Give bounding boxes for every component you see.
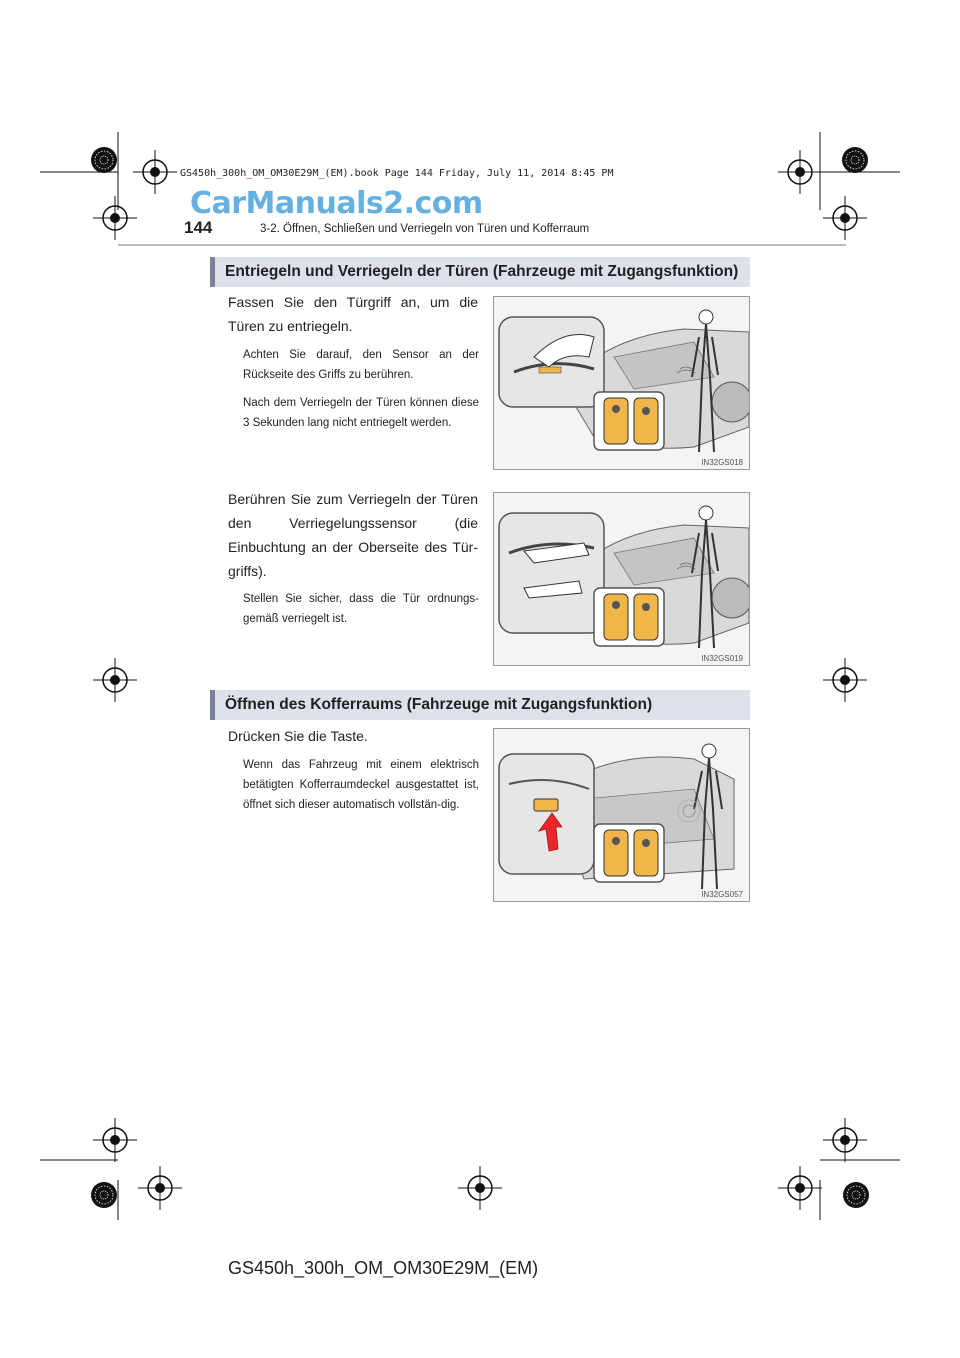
instruction-trunk: Drücken Sie die Taste. [228,728,368,744]
header-rule [118,244,846,246]
note-door-locked: Stellen Sie sicher, dass die Tür ordnungs-gemäß verriegelt ist. [243,593,479,625]
figure-code: IN32GS057 [701,890,743,899]
figure-unlock-door [493,296,750,470]
figure-code: IN32GS019 [701,654,743,663]
note-sensor: Achten Sie darauf, den Sensor an der Rückseite des Griffs zu berühren. [243,349,479,381]
watermark[interactable]: CarManuals2.com [190,186,483,221]
illustration-door-handle-unlock [494,297,749,469]
page-number: 144 [184,218,213,237]
figure-lock-door [493,492,750,666]
print-header: GS450h_300h_OM_OM30E29M_(EM).book Page 144 Friday, July 11, 2014 8:45 PM [180,168,614,179]
instruction-lock: Berühren Sie zum Verriegeln der Türen den Verriegelungssensor (die Einbuchtung an der Oberseite des Tür-griffs). [228,491,478,579]
illustration-trunk-opener [494,729,749,901]
note-lock-delay: Nach dem Verriegeln der Türen können diese 3 Sekunden lang nicht entriegelt werden. [243,397,479,429]
chapter-title: 3-2. Öffnen, Schließen und Verriegeln von Türen und Kofferraum [260,223,590,235]
figure-trunk-button [493,728,750,902]
illustration-door-handle-lock [494,493,749,665]
figure-code: IN32GS018 [701,458,743,467]
note-power-trunk: Wenn das Fahrzeug mit einem elektrisch betätigten Kofferraumdeckel ausgestattet ist, öffnet sich dieser automatisch vollstän-dig. [243,759,479,811]
instruction-unlock: Fassen Sie den Türgriff an, um die Türen zu entriegeln. [228,294,478,334]
footer-document-id: GS450h_300h_OM_OM30E29M_(EM) [228,1258,539,1278]
section-heading-trunk: Öffnen des Kofferraums (Fahrzeuge mit Zugangsfunktion) [210,690,750,720]
section-heading-unlock-lock: Entriegeln und Verriegeln der Türen (Fahrzeuge mit Zugangsfunktion) [210,257,750,287]
